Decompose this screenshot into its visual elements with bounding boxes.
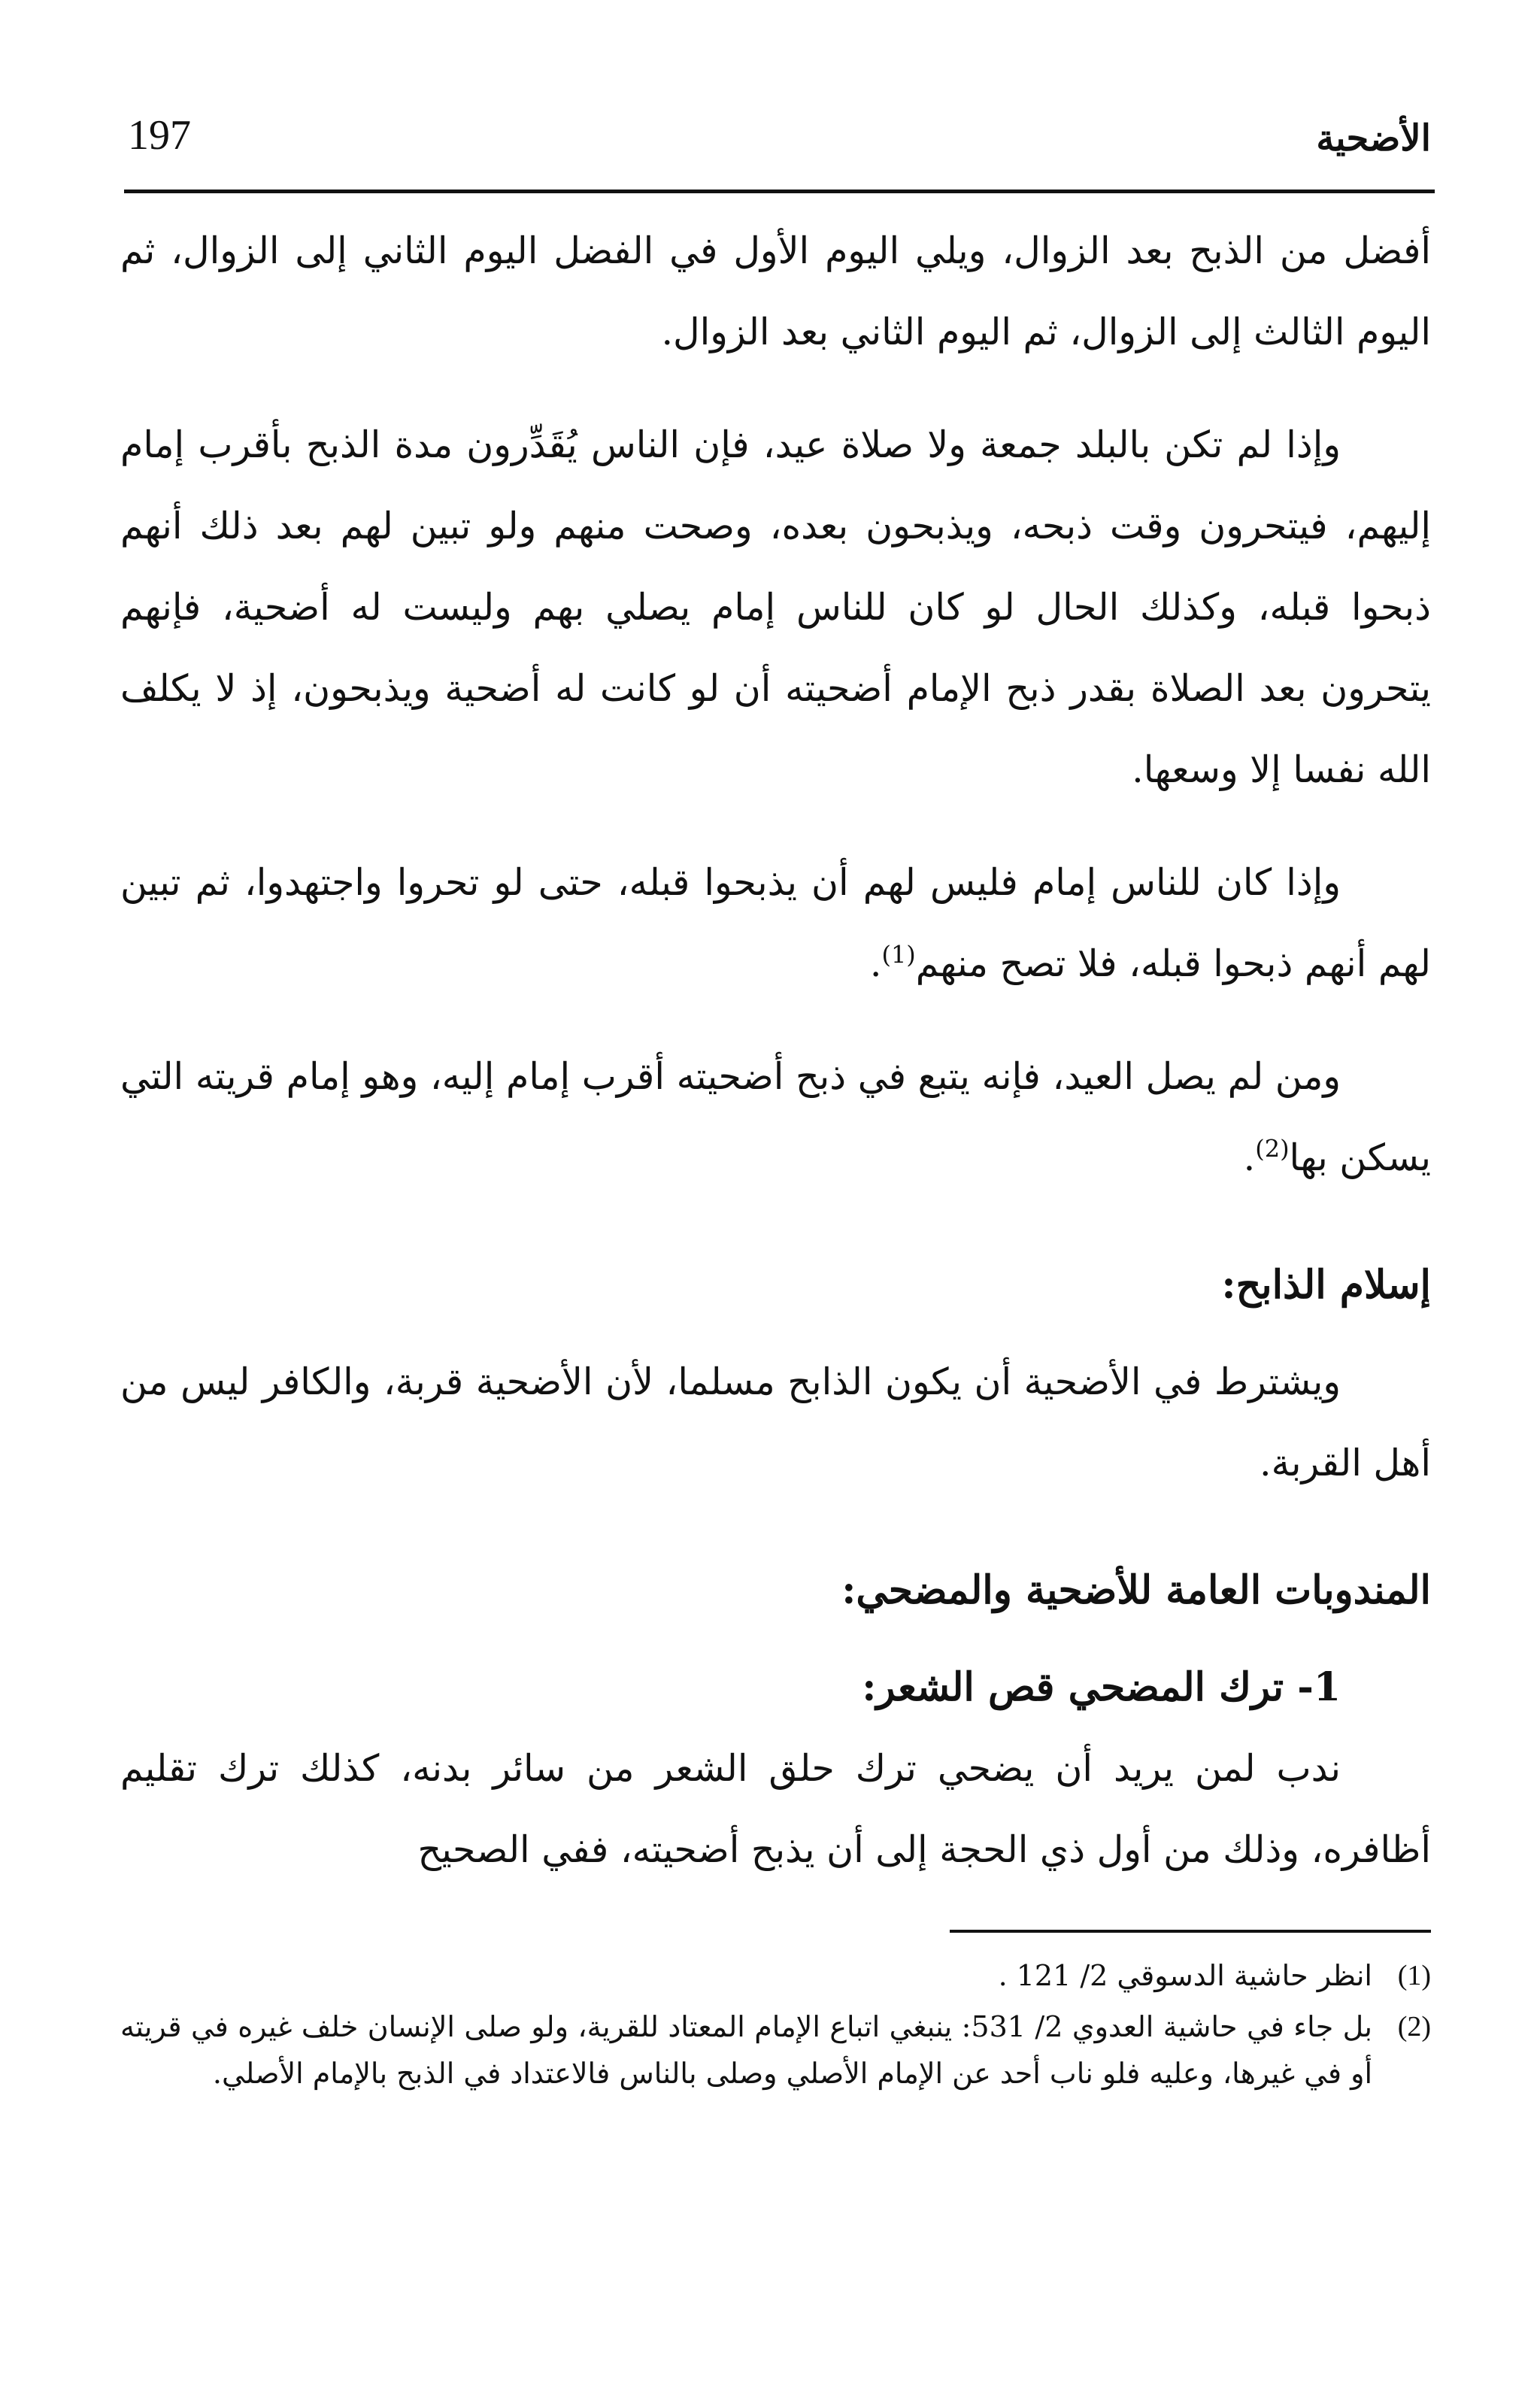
footnote-rule	[950, 1930, 1431, 1933]
footnote-number: (2)	[1397, 2011, 1431, 2043]
paragraph-end: .	[869, 942, 882, 985]
paragraph-text: وإذا كان للناس إمام فليس لهم أن يذبحوا قبله، حتى لو تحروا واجتهدوا، ثم تبين لهم أنهم ذبحوا قبله، فلا تصح منهم	[120, 861, 1431, 985]
footnote-ref[interactable]: (1)	[881, 940, 916, 969]
paragraph: وإذا لم تكن بالبلد جمعة ولا صلاة عيد، فإن الناس يُقَدِّرون مدة الذبح بأقرب إمام إليهم، فيتحرون وقت ذبحه، ويذبحون بعده، وصحت منهم ولو تبين لهم بعد ذلك أنهم ذبحوا قبله، وكذلك الحال لو كان للناس إمام يصلي بهم وليست له أضحية، فإنهم يتحرون بعد الصلاة بقدر ذبح الإمام أضحيته أن لو كانت له أضحية ويذبحون، إذ لا يكلف الله نفسا إلا وسعها.	[120, 423, 1431, 791]
footnotes	[120, 1952, 1431, 2101]
page-header	[128, 113, 1431, 180]
footnote-number: (1)	[1397, 1960, 1431, 1991]
footnote-text: بل جاء في حاشية العدوي 2/ 531: ينبغي اتباع الإمام المعتاد للقرية، ولو صلى الإنسان خلف غيره في قريته أو في غيرها، وعليه فلو ناب أحد عن الإمام الأصلي وصلى بالناس فالاعتداد في الذبح بالإمام الأصلي.	[120, 2010, 1372, 2090]
subsection-heading: 1- ترك المضحي قص الشعر:	[862, 1664, 1341, 1710]
footnote-text: انظر حاشية الدسوقي 2/ 121 .	[998, 1959, 1372, 1992]
paragraph-end: .	[1243, 1136, 1256, 1179]
paragraph	[120, 842, 1431, 1005]
section-heading: المندوبات العامة للأضحية والمضحي:	[841, 1567, 1431, 1613]
header-rule	[124, 190, 1435, 193]
page-number: 197	[128, 112, 191, 159]
footnote-ref[interactable]: (2)	[1255, 1134, 1290, 1163]
footnote	[120, 1952, 1431, 1999]
paragraph-text: ومن لم يصل العيد، فإنه يتبع في ذبح أضحيته أقرب إمام إليه، وهو إمام قريته التي يسكن بها	[120, 1055, 1431, 1179]
paragraph: ندب لمن يريد أن يضحي ترك حلق الشعر من سائر بدنه، كذلك ترك تقليم أظافره، وذلك من أول ذي الحجة إلى أن يذبح أضحيته، ففي الصحيح	[120, 1747, 1431, 1871]
paragraph: أفضل من الذبح بعد الزوال، ويلي اليوم الأول في الفضل اليوم الثاني إلى الزوال، ثم اليوم الثالث إلى الزوال، ثم اليوم الثاني بعد الزوال.	[120, 229, 1431, 353]
running-head: الأضحية	[1316, 117, 1431, 159]
section-heading: إسلام الذابح:	[1221, 1262, 1431, 1308]
footnote	[120, 2003, 1431, 2097]
paragraph: ويشترط في الأضحية أن يكون الذابح مسلما، لأن الأضحية قربة، والكافر ليس من أهل القربة.	[120, 1360, 1431, 1485]
main-text	[120, 211, 1431, 1922]
paragraph	[120, 1036, 1431, 1199]
